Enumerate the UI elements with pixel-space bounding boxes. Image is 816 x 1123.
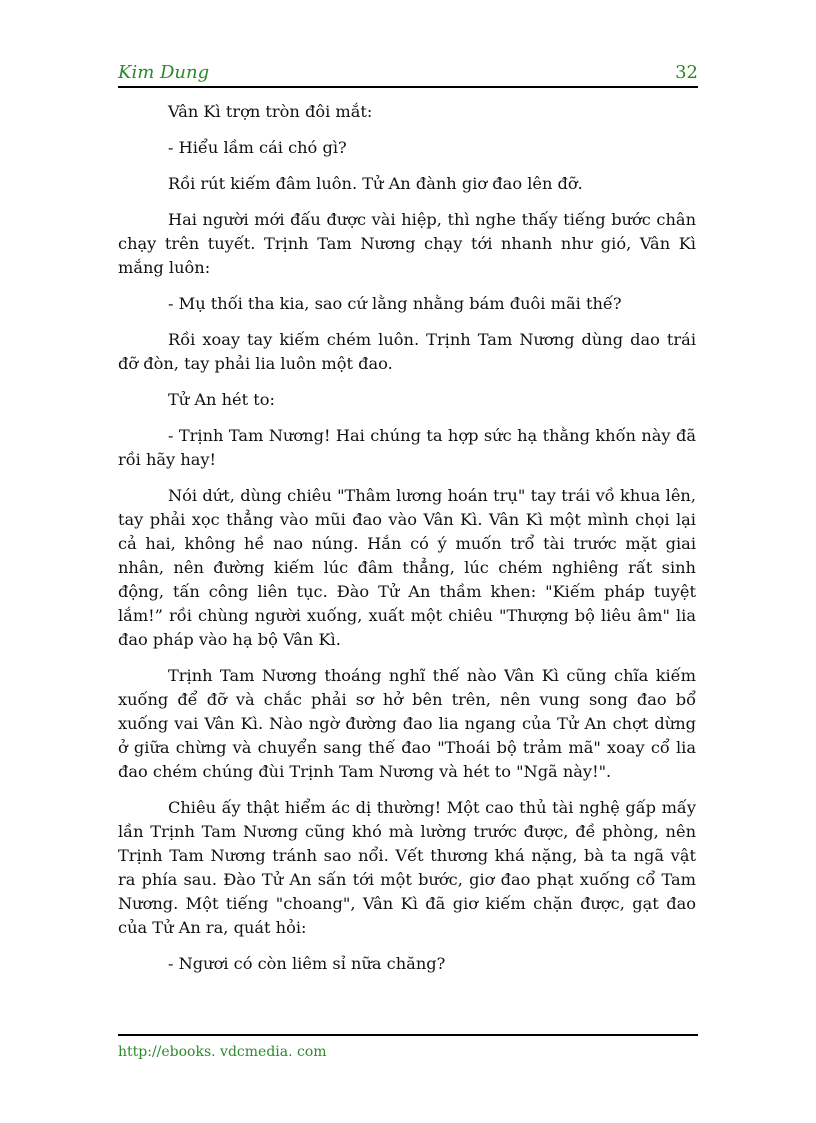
author-name: Kim Dung bbox=[118, 62, 210, 83]
paragraph: Chiêu ấy thật hiểm ác dị thường! Một cao thủ tài nghệ gấp mấy lần Trịnh Tam Nương cũng khó mà lường trước được, đề phòng, nên Trịnh Tam Nương tránh sao nổi. Vết thương khá nặng, bà ta ngã vật ra phía sau. Đào Tử An sấn tới một bước, giơ đao phạt xuống cổ Tam Nương. Một tiếng "choang", Vân Kì đã giơ kiếm chặn được, gạt đao của Tử An ra, quát hỏi: bbox=[118, 798, 696, 937]
paragraph: Hai người mới đấu được vài hiệp, thì nghe thấy tiếng bước chân chạy trên tuyết. Trịnh Tam Nương chạy tới nhanh như gió, Vân Kì mắng luôn: bbox=[118, 210, 696, 277]
footer-rule bbox=[118, 1034, 698, 1036]
page-header bbox=[118, 62, 698, 86]
paragraph: - Hiểu lầm cái chó gì? bbox=[168, 138, 347, 157]
paragraph: - Mụ thối tha kia, sao cứ lằng nhằng bám đuôi mãi thế? bbox=[168, 294, 622, 313]
paragraph: Trịnh Tam Nương thoáng nghĩ thế nào Vân Kì cũng chĩa kiếm xuống để đỡ và chắc phải sơ hở bên trên, nên vung song đao bổ xuống vai Vân Kì. Nào ngờ đường đao lia ngang của Tử An chợt dừng ở giữa chừng và chuyển sang thế đao "Thoái bộ trảm mã" xoay cổ lia đao chém chúng đùi Trịnh Tam Nương và hét to "Ngã này!". bbox=[118, 666, 696, 781]
paragraph: - Ngươi có còn liêm sỉ nữa chăng? bbox=[168, 954, 446, 973]
page-number: 32 bbox=[675, 62, 698, 83]
paragraph: Tử An hét to: bbox=[168, 390, 275, 409]
paragraph: - Trịnh Tam Nương! Hai chúng ta hợp sức hạ thằng khốn này đã rồi hãy hay! bbox=[118, 426, 696, 469]
paragraph: Rồi xoay tay kiếm chém luôn. Trịnh Tam Nương dùng dao trái đỡ đòn, tay phải lia luôn một đao. bbox=[118, 330, 696, 373]
paragraph: Nói dứt, dùng chiêu "Thâm lương hoán trụ" tay trái vồ khua lên, tay phải xọc thẳng vào mũi đao vào Vân Kì. Vân Kì một mình chọi lại cả hai, không hề nao núng. Hắn có ý muốn trổ tài trước mặt giai nhân, nên đường kiếm lúc đâm thẳng, lúc chém nghiêng rất sinh động, tấn công liên tục. Đào Tử An thầm khen: "Kiếm pháp tuyệt lắm!” rồi chùng người xuống, xuất một chiêu "Thượng bộ liêu âm" lia đao pháp vào hạ bộ Vân Kì. bbox=[118, 486, 696, 649]
footer-url[interactable]: http://ebooks. vdcmedia. com bbox=[118, 1044, 327, 1060]
paragraph: Rồi rút kiếm đâm luôn. Tử An đành giơ đao lên đỡ. bbox=[168, 174, 583, 193]
header-rule bbox=[118, 86, 698, 88]
body-text bbox=[118, 100, 696, 988]
paragraph: Vân Kì trợn tròn đôi mắt: bbox=[168, 102, 373, 121]
